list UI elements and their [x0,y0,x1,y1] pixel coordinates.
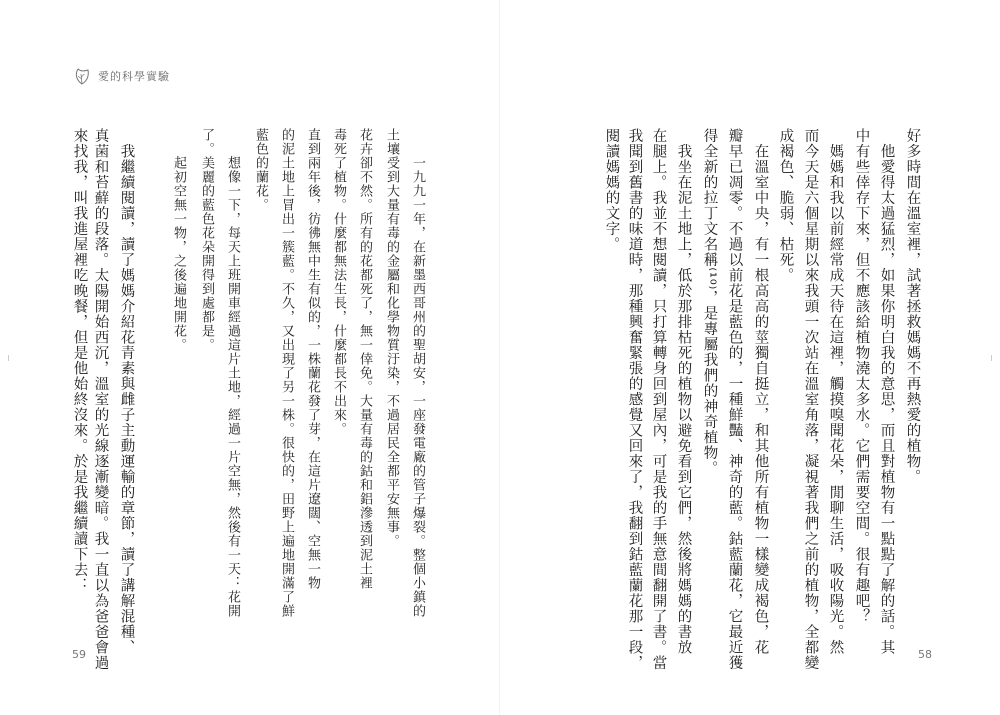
text-column: 在溫室中央，有一根高高的莖獨自挺立，和其他所有植物一樣變成褐色，花 [752,128,769,655]
quote-column: 藍色的蘭花。 [253,128,268,212]
quote-column: 了。美麗的藍色花朵開得到處都是。 [199,128,214,352]
text-column: 好多時間在溫室裡，試著拯救媽媽不再熱愛的植物。 [904,128,921,485]
quote-column: 想像一下，每天上班開車經過這片土地，經過一片空無，然後有一天：花開 [225,128,240,618]
text-column: 閱讀媽媽的文字。 [603,128,620,252]
right-page [500,0,1000,715]
quote-column: 起初空無一物，之後遍地開花。 [171,128,186,352]
text-column: 瓣早已凋零。不過以前花是藍色的，一種鮮豔、神奇的藍。鈷藍蘭花，它最近獲 [726,128,743,671]
running-header-title: 愛的科學實驗 [98,70,170,83]
text-column: 中有些倖存下來，但不應該給植物澆太多水。它們需要空間。很有趣吧？ [853,128,870,624]
page-number: 58 [918,648,932,661]
text-column: 在腿上。我並不想閱讀，只打算轉身回到屋內，可是我的手無意間翻開了書。當 [650,128,667,671]
text-column: 真菌和苔蘚的段落。太陽開始西沉，溫室的光線逐漸變暗。我一直以為爸爸會過 [92,128,109,671]
quote-column: 花卉卻不然。所有的花都死了，無一倖免。大量有毒的鈷和鋁滲透到泥土裡 [357,128,372,590]
page-number: 59 [72,648,86,661]
quote-column: 一九九一年，在新墨西哥州的聖胡安，一座發電廠的管子爆裂。整個小鎮的 [410,128,425,618]
text-column: 成褐色、脆弱、枯死。 [777,128,794,283]
quote-column: 毒死了植物。什麼都無法生長，什麼都長不出來。 [331,128,346,436]
text-column: 我坐在泥土地上，低於那排枯死的植物以避免看到它們，然後將媽媽的書放 [675,128,692,655]
text-column: 而今天是六個星期以來我頭一次站在溫室角落，凝視著我們之前的植物，全都變 [802,128,819,671]
quote-column: 直到兩年後，彷彿無中生有似的，一株蘭花發了芽，在這片遼闊、空無一物 [305,128,320,590]
text-column: 他愛得太過猛烈，如果你明白我的意思，而且對植物有一點點了解的話。其 [878,128,895,655]
text-column: 媽媽和我以前經常成天待在這裡，觸摸嗅聞花朵，閒聊生活，吸收陽光。然 [827,128,844,655]
quote-column: 的泥土地上冒出一簇藍。不久，又出現了另一株。很快的，田野上遍地開滿了鮮 [279,128,294,618]
quote-column: 土壤受到大量有毒的金屬和化學物質汙染，不過居民全都平安無事。 [384,128,399,548]
text-column: 來找我，叫我進屋裡吃晚餐，但是他始終沒來。於是我繼續讀下去： [71,128,88,593]
text-column: 得全新的拉丁文名稱⁽¹⁰⁾，是專屬我們的神奇植物。 [701,128,718,477]
leaf-icon [72,66,92,86]
crop-mark [8,355,9,361]
running-header [72,66,170,86]
text-column: 我聞到舊書的味道時，那種興奮緊張的感覺又回來了，我翻到鈷藍蘭花那一段， [626,128,643,671]
text-column: 我繼續閱讀，讀了媽媽介紹花青素與雌子主動運輸的章節，讀了講解混種、 [118,128,135,655]
